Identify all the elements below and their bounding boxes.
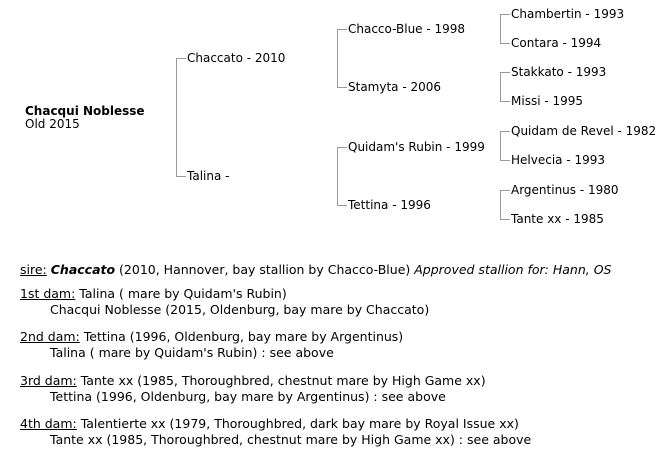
sire-sire-entry: Chacco-Blue - 1998 <box>348 22 466 36</box>
horse-name: Chacqui Noblesse <box>25 104 145 118</box>
dam-details: Tante xx (1985, Thoroughbred, chestnut mare by High Game xx) <box>76 373 486 388</box>
bracket-line <box>337 147 347 148</box>
bracket-line <box>500 131 501 160</box>
bracket-line <box>500 72 510 73</box>
bracket-line <box>500 72 501 101</box>
sire-dam-entry: Stamyta - 2006 <box>348 80 442 94</box>
sire-entry: Chaccato - 2010 <box>187 51 286 65</box>
bracket-line <box>500 131 510 132</box>
dam-entry: Talina - <box>187 169 230 183</box>
sire-line <box>20 262 611 278</box>
bracket-line <box>176 58 186 59</box>
sire-details: (2010, Hannover, bay stallion by Chacco-Blue) <box>115 262 415 277</box>
bracket-line <box>500 190 510 191</box>
bracket-line <box>500 190 501 219</box>
bracket-line <box>337 205 347 206</box>
bracket-line <box>500 14 510 15</box>
sire-name: Chaccato <box>50 262 116 277</box>
dam-label: 4th dam: <box>20 416 77 431</box>
bracket-line <box>500 219 510 220</box>
dam-line-4 <box>20 416 531 448</box>
bracket-line <box>500 43 510 44</box>
ancestor-entry: Chambertin - 1993 <box>511 7 625 21</box>
bracket-line <box>500 14 501 43</box>
dam-offspring: Talina ( mare by Quidam's Rubin) : see above <box>50 345 334 360</box>
dam-offspring: Tante xx (1985, Thoroughbred, chestnut mare by High Game xx) : see above <box>50 432 532 447</box>
approved-stallion: Approved stallion for: Hann, OS <box>414 262 612 277</box>
dam-dam-entry: Tettina - 1996 <box>348 198 431 212</box>
bracket-line <box>500 160 510 161</box>
dam-label: 3rd dam: <box>20 373 77 388</box>
dam-details: Tettina (1996, Oldenburg, bay mare by Argentinus) <box>79 329 404 344</box>
ancestor-entry: Missi - 1995 <box>511 94 584 108</box>
ancestor-entry: Quidam de Revel - 1982 <box>511 124 657 138</box>
ancestor-entry: Contara - 1994 <box>511 36 602 50</box>
ancestor-entry: Argentinus - 1980 <box>511 183 619 197</box>
ancestor-entry: Tante xx - 1985 <box>511 212 604 226</box>
ancestor-entry: Stakkato - 1993 <box>511 65 607 79</box>
dam-label: 1st dam: <box>20 286 76 301</box>
dam-details: Talentierte xx (1979, Thoroughbred, dark bay mare by Royal Issue xx) <box>76 416 519 431</box>
bracket-line <box>337 29 338 87</box>
dam-line-3 <box>20 373 486 405</box>
horse-birth-year: Old 2015 <box>25 117 80 131</box>
bracket-line <box>176 58 177 176</box>
dam-line-2 <box>20 329 403 361</box>
bracket-line <box>176 176 186 177</box>
bracket-line <box>337 147 338 205</box>
bracket-line <box>500 101 510 102</box>
dam-sire-entry: Quidam's Rubin - 1999 <box>348 140 485 154</box>
bracket-line <box>337 29 347 30</box>
sire-label: sire: <box>20 262 47 277</box>
dam-label: 2nd dam: <box>20 329 80 344</box>
dam-offspring: Tettina (1996, Oldenburg, bay mare by Argentinus) : see above <box>50 389 446 404</box>
dam-details: Talina ( mare by Quidam's Rubin) <box>75 286 287 301</box>
dam-offspring: Chacqui Noblesse (2015, Oldenburg, bay mare by Chaccato) <box>50 302 430 317</box>
ancestor-entry: Helvecia - 1993 <box>511 153 606 167</box>
bracket-line <box>337 87 347 88</box>
dam-line-1 <box>20 286 429 318</box>
